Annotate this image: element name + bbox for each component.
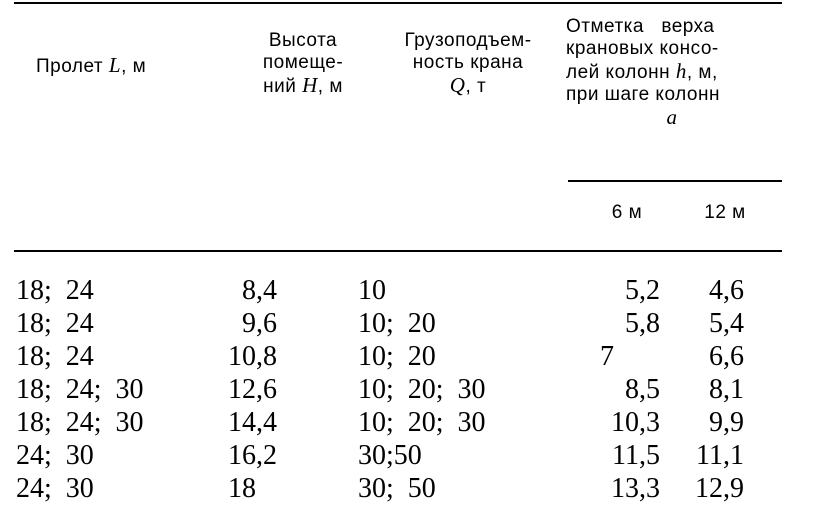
header-rule bbox=[14, 250, 782, 252]
header-capacity bbox=[378, 30, 558, 98]
cell-h6: 7 bbox=[600, 341, 614, 372]
cell-height: 8,4 bbox=[242, 275, 277, 306]
cell-height: 18 bbox=[228, 473, 256, 504]
header-capacity-line3: Q, т bbox=[449, 73, 487, 97]
header-span bbox=[36, 54, 206, 78]
cell-span: 24; 30 bbox=[16, 440, 94, 471]
header-capacity-line2: ность крана bbox=[412, 52, 524, 73]
cell-h12: 6,6 bbox=[709, 341, 744, 372]
subheader-rule bbox=[568, 180, 782, 182]
header-capacity-line1: Грузоподъем- bbox=[404, 30, 532, 51]
header-span-post: , м bbox=[121, 56, 147, 77]
cell-span: 18; 24; 30 bbox=[16, 374, 144, 405]
cell-capacity: 10; 20 bbox=[358, 341, 436, 372]
header-height bbox=[238, 30, 368, 98]
header-height-line3: ний H, м bbox=[263, 73, 343, 97]
header-span-var: L bbox=[108, 53, 122, 77]
cell-h6: 8,5 bbox=[625, 374, 660, 405]
header-mark-line4: при шаге колонн bbox=[566, 84, 720, 105]
cell-h6: 10,3 bbox=[611, 407, 660, 438]
cell-span: 18; 24 bbox=[16, 341, 94, 372]
cell-height: 16,2 bbox=[228, 440, 277, 471]
header-step-12: 12 м bbox=[704, 202, 746, 223]
cell-h12: 12,9 bbox=[695, 473, 744, 504]
cell-height: 9,6 bbox=[242, 308, 277, 339]
header-mark-line2: крановых консо- bbox=[566, 38, 719, 59]
cell-h12: 9,9 bbox=[709, 407, 744, 438]
cell-capacity: 10 bbox=[358, 275, 386, 306]
header-span-pre: Пролет bbox=[36, 56, 109, 77]
cell-capacity: 30; 50 bbox=[358, 473, 436, 504]
top-rule bbox=[14, 2, 782, 4]
header-mark-line1: Отметка верха bbox=[566, 16, 715, 37]
cell-height: 10,8 bbox=[228, 341, 277, 372]
cell-span: 18; 24; 30 bbox=[16, 407, 144, 438]
cell-capacity: 10; 20; 30 bbox=[358, 374, 486, 405]
cell-h6: 13,3 bbox=[611, 473, 660, 504]
header-step-6: 6 м bbox=[611, 202, 643, 223]
cell-h12: 11,1 bbox=[696, 440, 744, 471]
header-height-line1: Высота bbox=[268, 30, 338, 51]
cell-height: 14,4 bbox=[228, 407, 277, 438]
header-height-line2: помеще- bbox=[262, 52, 344, 73]
header-mark-line5: a bbox=[666, 105, 678, 129]
cell-height: 12,6 bbox=[228, 374, 277, 405]
cell-h12: 5,4 bbox=[709, 308, 744, 339]
header-mark-line3: лей колонн h, м, bbox=[566, 59, 718, 83]
cell-span: 18; 24 bbox=[16, 308, 94, 339]
cell-h6: 5,8 bbox=[625, 308, 660, 339]
cell-capacity: 10; 20 bbox=[358, 308, 436, 339]
cell-span: 18; 24 bbox=[16, 275, 94, 306]
header-mark bbox=[566, 16, 784, 130]
cell-h12: 4,6 bbox=[709, 275, 744, 306]
cell-h6: 11,5 bbox=[612, 440, 660, 471]
cell-capacity: 10; 20; 30 bbox=[358, 407, 486, 438]
cell-h6: 5,2 bbox=[625, 275, 660, 306]
cell-capacity: 30;50 bbox=[358, 440, 422, 471]
cell-span: 24; 30 bbox=[16, 473, 94, 504]
cell-h12: 8,1 bbox=[709, 374, 744, 405]
